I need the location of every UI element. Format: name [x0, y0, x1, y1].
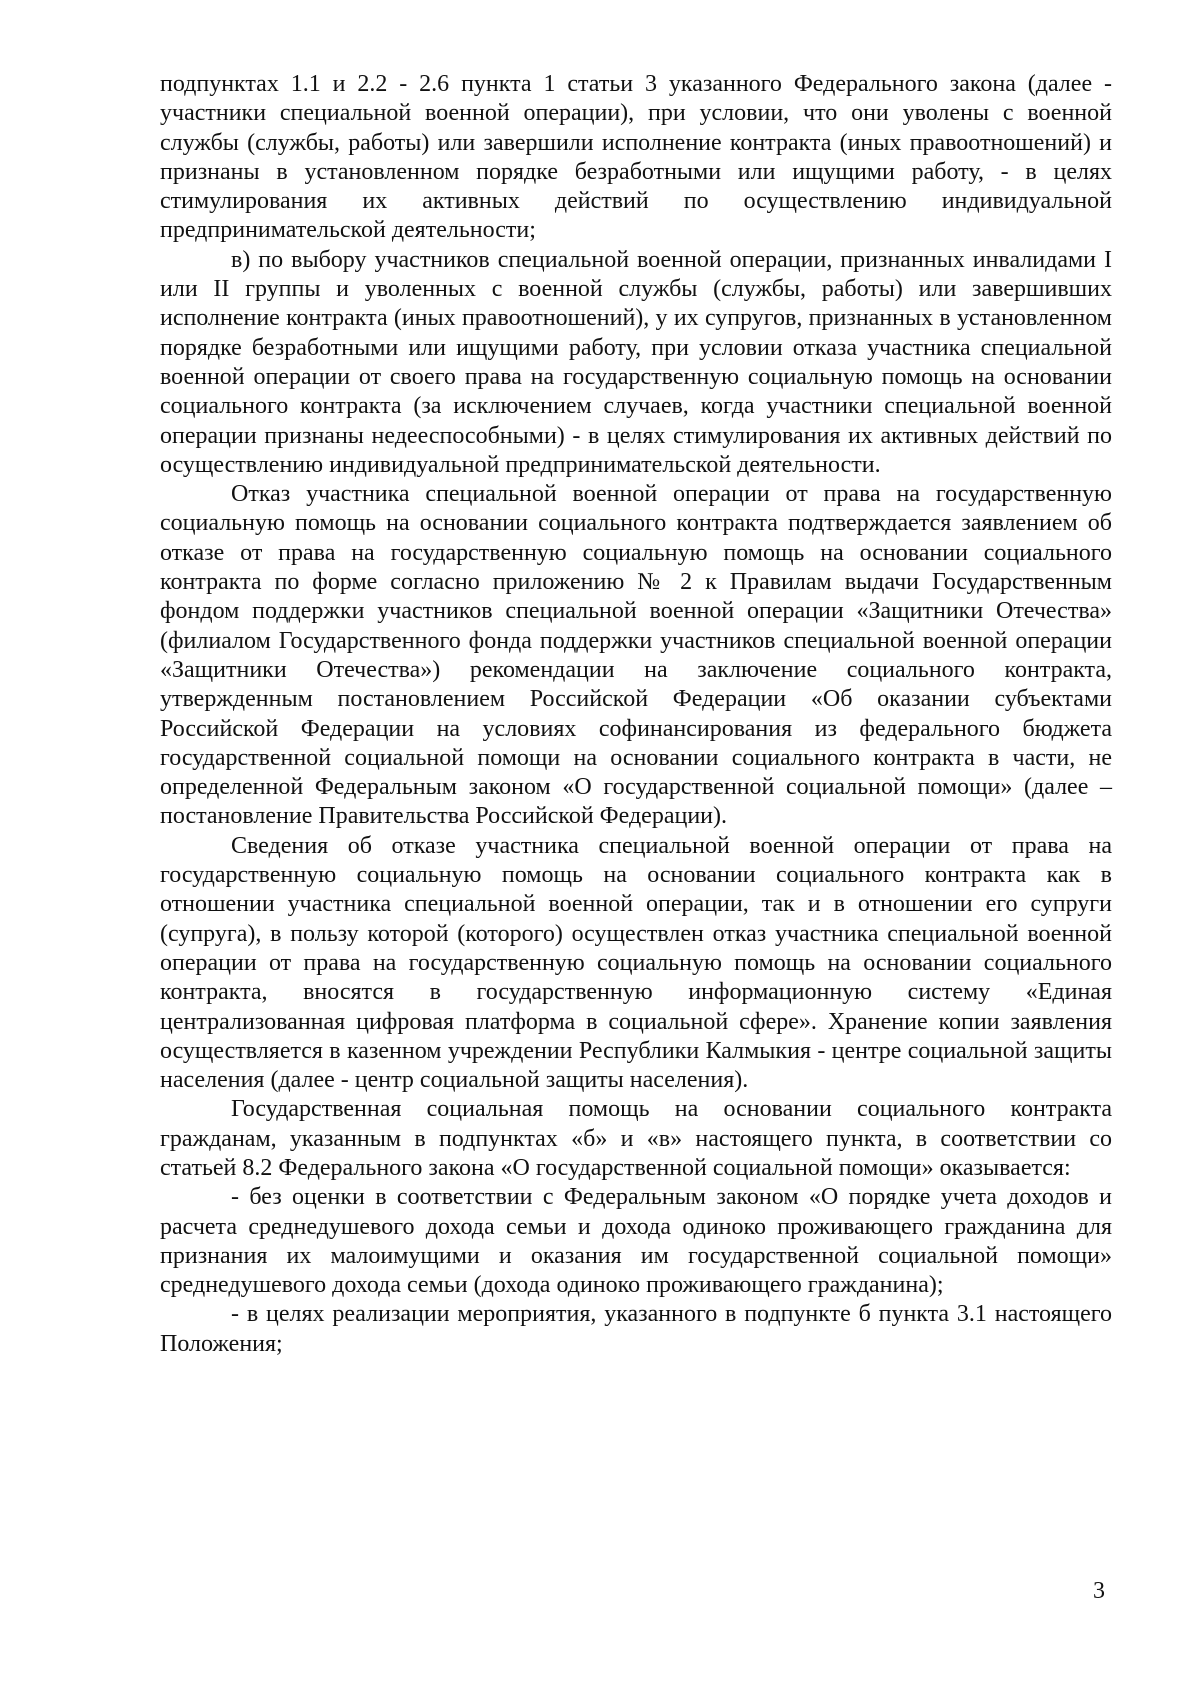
- paragraph-6: - без оценки в соответствии с Федеральным законом «О порядке учета доходов и расчета среднедушевого дохода семьи и дохода одиноко проживающего гражданина для признания их малоимущими и оказания им государственной социальной помощи» среднедушевого дохода семьи (дохода одиноко проживающего гражданина);: [160, 1184, 1112, 1299]
- page-number: 3: [1093, 1578, 1105, 1604]
- paragraph-7: - в целях реализации мероприятия, указанного в подпункте б пункта 3.1 настоящего Положения;: [160, 1301, 1112, 1357]
- paragraph-4: Сведения об отказе участника специальной военной операции от права на государственную социальную помощь на основании социального контракта как в отношении участника специальной военной операции, так и в отношении его супруги (супруга), в пользу которой (которого) осуществлен отказ участника специальной военной операции от права на государственную социальную помощь на основании социального контракта, вносятся в государственную информационную систему «Единая централизованная цифровая платформа в социальной сфере». Хранение копии заявления осуществляется в казенном учреждении Республики Калмыкия - центре социальной защиты населения (далее - центр социальной защиты населения).: [160, 832, 1112, 1094]
- paragraph-5: Государственная социальная помощь на основании социального контракта гражданам, указанным в подпунктах «б» и «в» настоящего пункта, в соответствии со статьей 8.2 Федерального закона «О государственной социальной помощи» оказывается:: [160, 1096, 1112, 1181]
- document-body: [160, 70, 1112, 1359]
- paragraph-3: Отказ участника специальной военной операции от права на государственную социальную помощь на основании социального контракта подтверждается заявлением об отказе от права на государственную социальную помощь на основании социального контракта по форме согласно приложению № 2 к Правилам выдачи Государственным фондом поддержки участников специальной военной операции «Защитники Отечества» (филиалом Государственного фонда поддержки участников специальной военной операции «Защитники Отечества») рекомендации на заключение социального контракта, утвержденным постановлением Российской Федерации «Об оказании субъектами Российской Федерации на условиях софинансирования из федерального бюджета государственной социальной помощи на основании социального контракта в части, не определенной Федеральным законом «О государственной социальной помощи» (далее – постановление Правительства Российской Федерации).: [160, 481, 1112, 830]
- paragraph-2: в) по выбору участников специальной военной операции, признанных инвалидами I или II группы и уволенных с военной службы (службы, работы) или завершивших исполнение контракта (иных правоотношений), у их супругов, признанных в установленном порядке безработными или ищущими работу, при условии отказа участника специальной военной операции от своего права на государственную социальную помощь на основании социального контракта (за исключением случаев, когда участники специальной военной операции признаны недееспособными) - в целях стимулирования их активных действий по осуществлению индивидуальной предпринимательской деятельности.: [160, 246, 1112, 478]
- paragraph-1: подпунктах 1.1 и 2.2 - 2.6 пункта 1 статьи 3 указанного Федерального закона (далее - участники специальной военной операции), при условии, что они уволены с военной службы (службы, работы) или завершили исполнение контракта (иных правоотношений) и признаны в установленном порядке безработными или ищущими работу, - в целях стимулирования их активных действий по осуществлению индивидуальной предпринимательской деятельности;: [160, 71, 1112, 244]
